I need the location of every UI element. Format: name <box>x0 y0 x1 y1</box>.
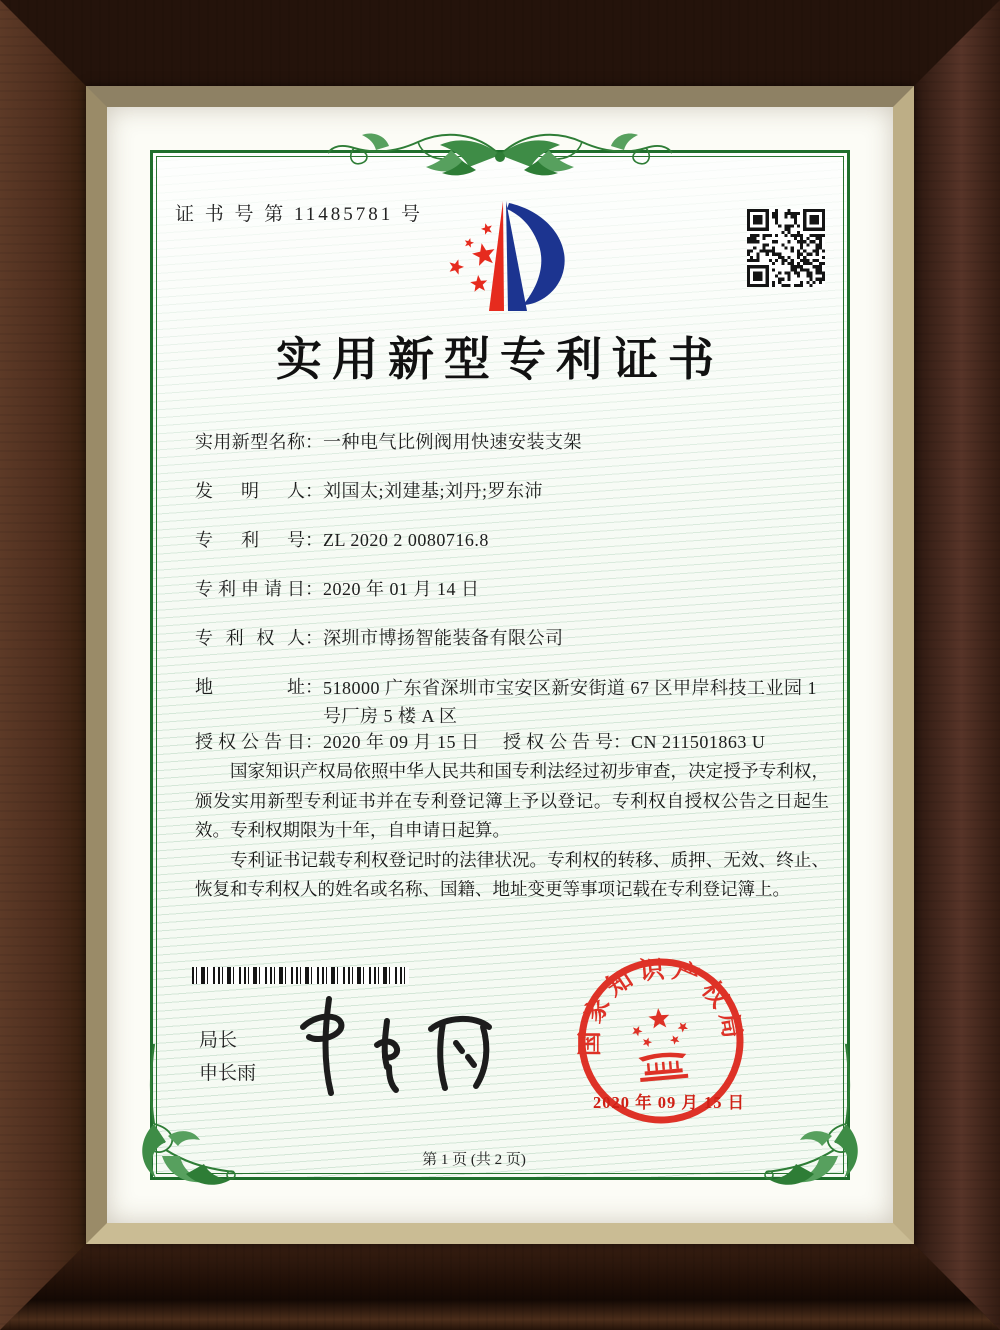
field-colon: ： <box>613 732 631 752</box>
field-colon: ： <box>305 677 323 697</box>
field-colon: ： <box>305 579 323 599</box>
field-label: 专利申请日 <box>195 579 305 599</box>
field-row-inventors <box>107 478 893 504</box>
legal-paragraph-1: 国家知识产权局依照中华人民共和国专利法经过初步审查，决定授予专利权，颁发实用新型专利证书并在专利登记簿上予以登记。专利权自授权公告之日起生效。专利权期限为十年，自申请日起算。 <box>195 761 829 840</box>
certificate-paper <box>107 107 893 1223</box>
field-row-filing-date <box>107 576 893 602</box>
certificate-title: 实用新型专利证书 <box>276 334 724 385</box>
field-value: ZL 2020 2 0080716.8 <box>323 530 489 550</box>
frame-top <box>0 0 1000 86</box>
field-value: 2020 年 09 月 15 日 <box>323 732 480 752</box>
frame-left <box>0 0 86 1330</box>
certificate-number: 证 书 号 第 11485781 号 <box>175 204 424 225</box>
field-label: 专利权人 <box>195 628 305 648</box>
field-label: 授权公告号 <box>503 732 613 752</box>
field-value: CN 211501863 U <box>631 732 766 752</box>
seal-text: 国家知识产权局 <box>576 955 747 1057</box>
seal-date: 2020 年 09 月 15 日 <box>593 1093 746 1112</box>
field-row-patent-number <box>107 527 893 553</box>
field-label: 实用新型名称 <box>195 432 305 452</box>
certificate-content <box>107 107 893 1223</box>
field-colon: ： <box>305 432 323 452</box>
field-colon: ： <box>305 628 323 648</box>
frame-right <box>914 0 1000 1330</box>
field-value: 深圳市博扬智能装备有限公司 <box>323 628 564 648</box>
field-row-patentee <box>107 625 893 651</box>
qr-code <box>747 209 825 287</box>
barcode <box>192 967 409 984</box>
field-colon: ： <box>305 481 323 501</box>
field-row-address <box>107 674 893 730</box>
frame-bottom <box>0 1244 1000 1330</box>
issuer-title: 局长 <box>199 1030 238 1051</box>
field-value: 一种电气比例阀用快速安装支架 <box>323 432 582 452</box>
field-row-grant <box>107 729 893 755</box>
field-value: 刘国太;刘建基;刘丹;罗东沛 <box>323 481 544 501</box>
logo-red-wedge <box>489 201 504 311</box>
field-label: 授权公告日 <box>195 732 305 752</box>
field-label: 专利号 <box>195 530 305 550</box>
cnipa-logo-icon <box>435 191 583 317</box>
seal-emblem <box>630 1006 692 1083</box>
page-footer: 第 1 页 (共 2 页) <box>422 1152 526 1168</box>
field-colon: ： <box>305 732 323 752</box>
field-colon: ： <box>305 530 323 550</box>
field-pair-grant-number <box>503 729 765 755</box>
field-row-name <box>107 429 893 455</box>
legal-paragraph-2: 专利证书记载专利权登记时的法律状况。专利权的转移、质押、无效、终止、恢复和专利权人的姓名或名称、国籍、地址变更等事项记载在专利登记簿上。 <box>195 849 829 899</box>
field-value: 2020 年 01 月 14 日 <box>323 579 480 599</box>
field-label: 发明人 <box>195 481 305 501</box>
legal-text <box>195 757 829 905</box>
field-label: 地址 <box>195 677 305 697</box>
issuer-name: 申长雨 <box>199 1063 257 1084</box>
director-signature <box>285 993 521 1101</box>
field-value: 518000 广东省深圳市宝安区新安街道 67 区甲岸科技工业园 1 号厂房 5 楼 A 区 <box>323 678 817 726</box>
svg-text:国家知识产权局 <box>568 949 748 1059</box>
